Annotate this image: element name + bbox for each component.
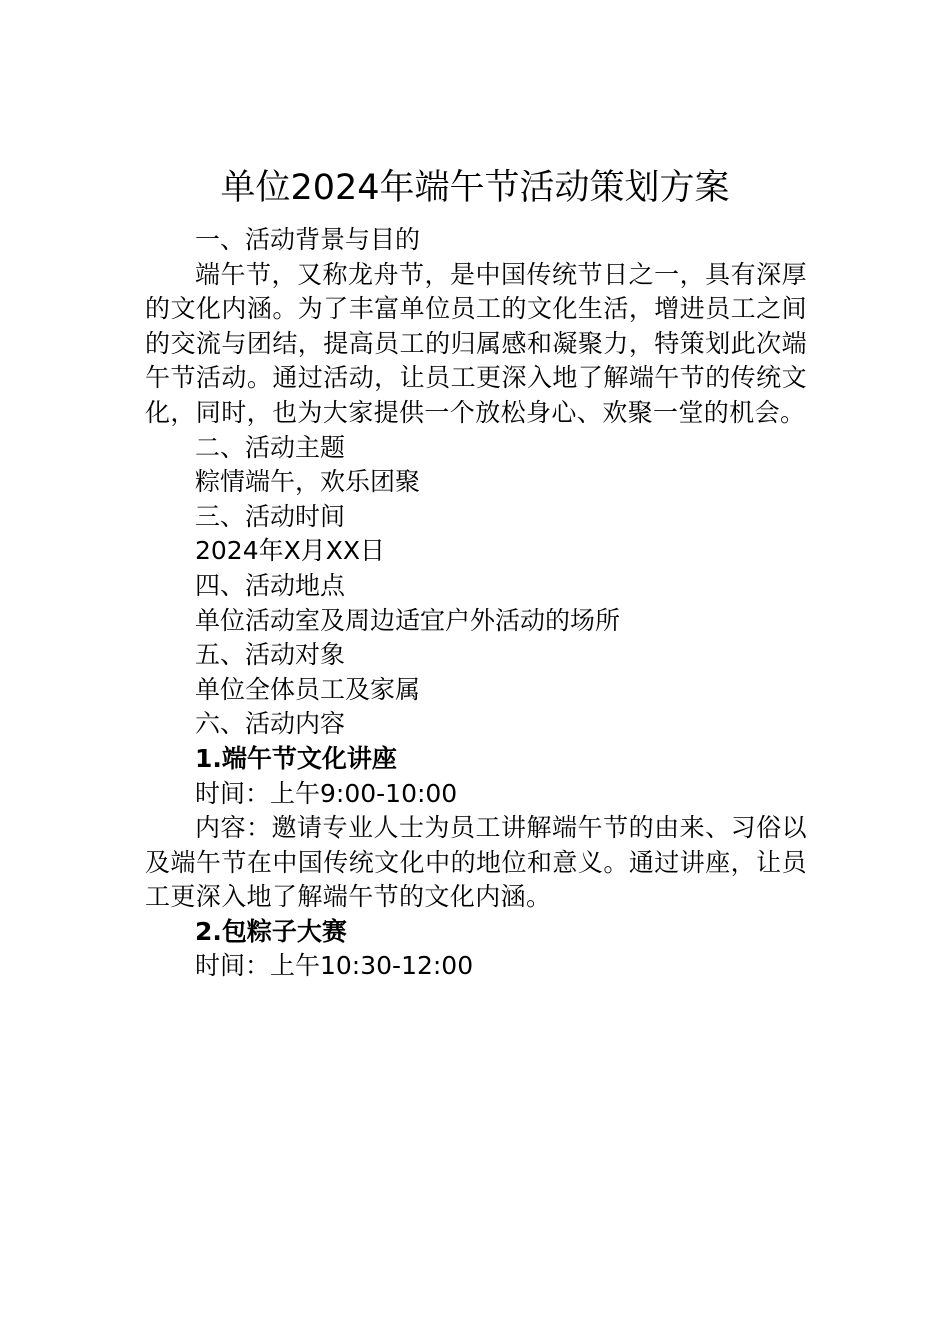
background-paragraph: 端午节，又称龙舟节，是中国传统节日之一，具有深厚的文化内涵。为了丰富单位员工的文化生活，增进员工之间的交流与团结，提高员工的归属感和凝聚力，特策划此次端午节活动。通过活动，让员工更深入地了解端午节的传统文化，同时，也为大家提供一个放松身心、欢聚一堂的机会。 (145, 259, 807, 427)
section-heading-location: 四、活动地点 (195, 570, 346, 600)
section-heading-theme: 二、活动主题 (195, 432, 346, 462)
location-text: 单位活动室及周边适宜户外活动的场所 (195, 605, 621, 635)
time-text: 2024年X月XX日 (195, 536, 386, 566)
item1-time: 时间：上午9:00-10:00 (195, 778, 458, 808)
section-heading-content: 六、活动内容 (195, 709, 346, 739)
item2-time: 时间：上午10:30-12:00 (195, 951, 474, 981)
document-title: 单位2024年端午节活动策划方案 (220, 168, 730, 208)
section-heading-participants: 五、活动对象 (195, 640, 346, 670)
section-heading-time: 三、活动时间 (195, 501, 346, 531)
item1-title: 1.端午节文化讲座 (195, 743, 397, 773)
item2-title: 2.包粽子大赛 (195, 916, 347, 946)
item1-content: 内容：邀请专业人士为员工讲解端午节的由来、习俗以及端午节在中国传统文化中的地位和意义。通过讲座，让员工更深入地了解端午节的文化内涵。 (145, 813, 807, 912)
section-heading-background: 一、活动背景与目的 (195, 225, 421, 254)
document-body (145, 223, 807, 984)
theme-text: 粽情端午，欢乐团聚 (195, 467, 421, 497)
participants-text: 单位全体员工及家属 (195, 674, 421, 704)
